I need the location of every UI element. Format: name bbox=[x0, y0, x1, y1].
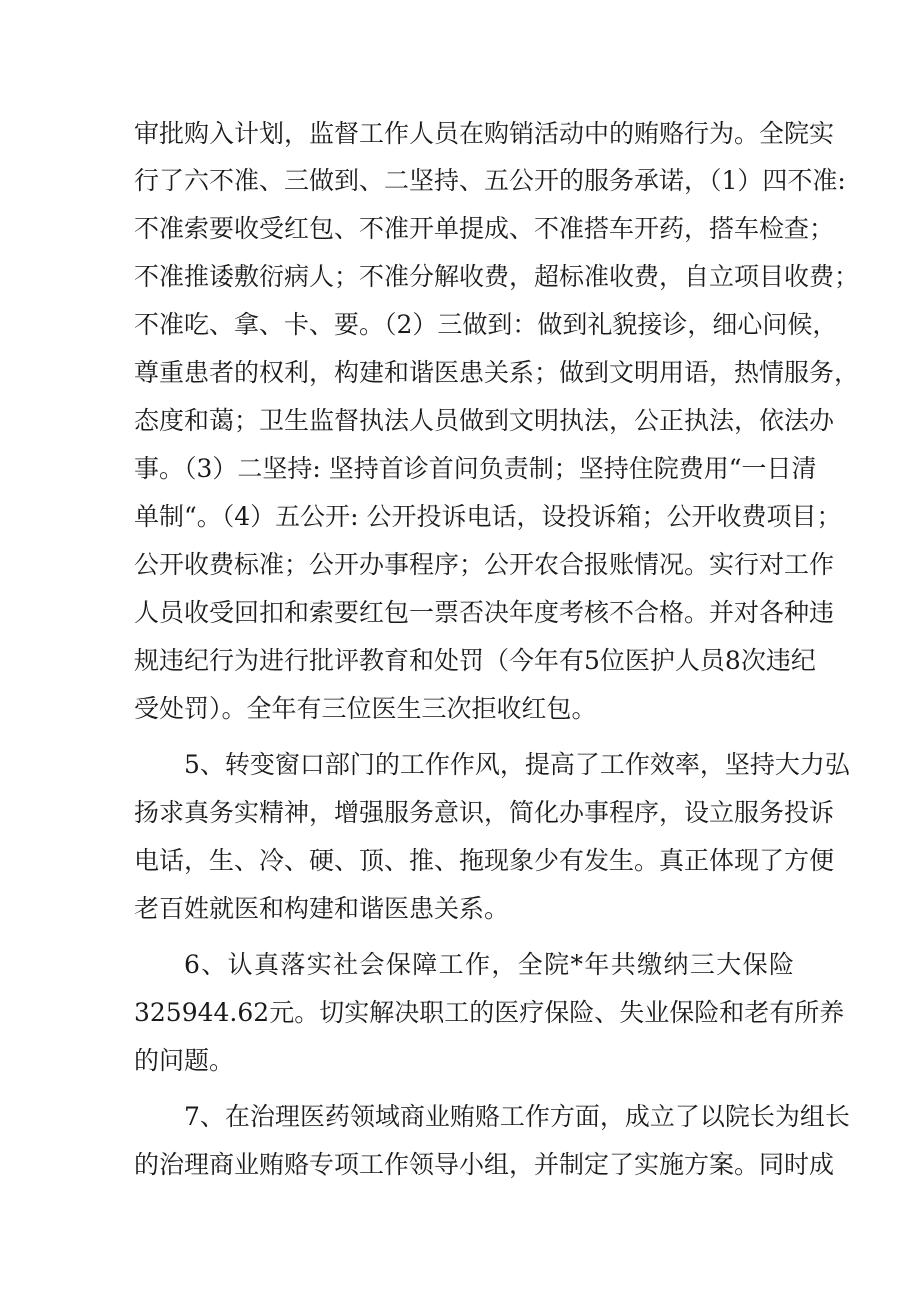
text-line: 的问题。 bbox=[134, 1046, 235, 1075]
text-line: 受处罚）。全年有三位医生三次拒收红包。 bbox=[134, 694, 597, 723]
text-line: 单制“。（4）五公开: 公开投诉电话，设投诉箱；公开收费项目； bbox=[134, 502, 842, 531]
paragraph-5-first-line: 5、转变窗口部门的工作作风，提高了工作效率，坚持大力弘 bbox=[184, 750, 850, 779]
text-line: 325944.62元。切实解决职工的医疗保险、失业保险和老有所养 bbox=[134, 998, 845, 1027]
text-line: 电话，生、冷、硬、顶、推、拖现象少有发生。真正体现了方便 bbox=[134, 846, 835, 875]
text-line: 不准索要收受红包、不准开单提成、不准搭车开药，搭车检查； bbox=[134, 214, 835, 243]
text-line: 尊重患者的权利，构建和谐医患关系；做到文明用语，热情服务， bbox=[134, 358, 860, 387]
text-line: 人员收受回扣和索要红包一票否决年度考核不合格。并对各种违 bbox=[134, 598, 835, 627]
text-line: 老百姓就医和构建和谐医患关系。 bbox=[134, 894, 510, 923]
text-line: 公开收费标准；公开办事程序；公开农合报账情况。实行对工作 bbox=[134, 550, 835, 579]
text-line: 规违纪行为进行批评教育和处罚（今年有5位医护人员8次违纪 bbox=[134, 646, 816, 675]
text-line: 审批购入计划，监督工作人员在购销活动中的贿赂行为。全院实 bbox=[134, 119, 835, 148]
text-line: 行了六不准、三做到、二坚持、五公开的服务承诺，（1）四不准: bbox=[134, 166, 846, 195]
text-line: 不准推诿敷衍病人；不准分解收费，超标准收费，自立项目收费； bbox=[134, 262, 860, 291]
text-line: 不准吃、拿、卡、要。（2）三做到：做到礼貌接诊，细心问候， bbox=[134, 310, 838, 339]
text-line: 的治理商业贿赂专项工作领导小组，并制定了实施方案。同时成 bbox=[134, 1150, 835, 1179]
text-line: 扬求真务实精神，增强服务意识，简化办事程序，设立服务投诉 bbox=[134, 798, 835, 827]
text-line: 态度和蔼；卫生监督执法人员做到文明执法，公正执法，依法办 bbox=[134, 406, 835, 435]
paragraph-7-first-line: 7、在治理医药领域商业贿赂工作方面，成立了以院长为组长 bbox=[184, 1102, 850, 1131]
text-line: 事。（3）二坚持: 坚持首诊首问负责制；坚持住院费用“一日清 bbox=[134, 454, 817, 483]
paragraph-6-first-line: 6、认真落实社会保障工作，全院*年共缴纳三大保险 bbox=[184, 950, 794, 979]
